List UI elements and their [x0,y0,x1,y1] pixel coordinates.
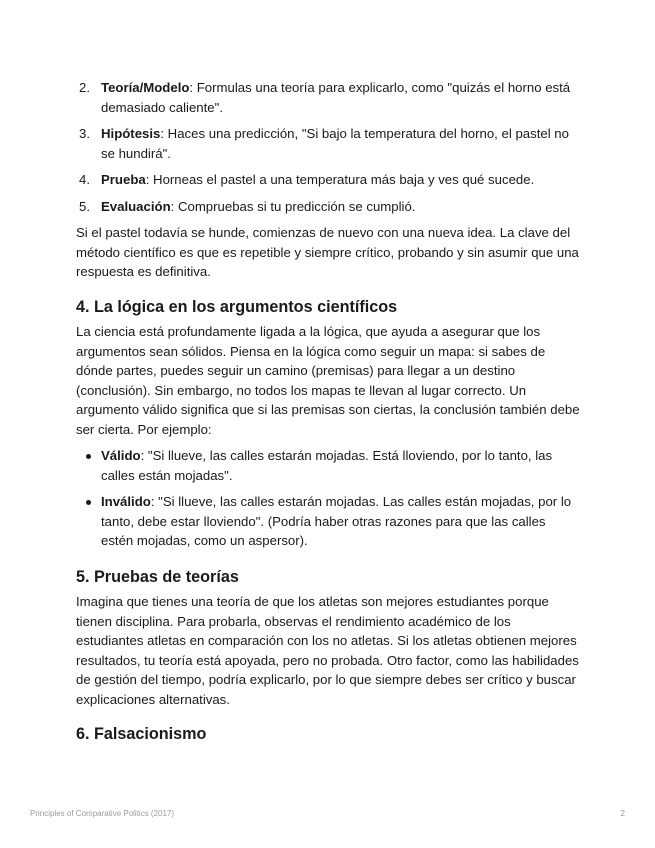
footer-source: Principles of Comparative Politics (2017) [30,809,175,818]
list-term: Evaluación [101,198,171,214]
list-text: : Formulas una teoría para explicarlo, como "quizás el horno está demasiado caliente". [101,80,571,115]
list-item [76,124,581,163]
bullet-icon [86,454,91,459]
list-term: Teoría/Modelo [101,80,190,95]
list-term: Válido [101,448,141,463]
section-5-paragraph: Imagina que tienes una teoría de que los atletas son mejores estudiantes porque tienen disciplina. Para probarla, observas el rendimiento académico de los estudiantes atletas en comparación con los no atletas. Si los atletas obtienen mejores resultados, tu teoría está apoyada, pero no probada. Otro factor, como las habilidades de gestión del tiempo, podría explicarlo, por lo que siempre debes ser crítico y buscar explicaciones alternativas. [76,594,579,707]
section-5-heading: 5. Pruebas de teorías [76,568,239,586]
section-6-heading: 6. Falsacionismo [76,725,207,743]
list-term: Hipótesis [101,126,161,141]
list-text: : Compruebas si tu predicción se cumplió. [170,198,416,214]
list-number: 3. [79,126,90,141]
section-4-paragraph: La ciencia está profundamente ligada a la lógica, que ayuda a asegurar que los argumentos sean sólidos. Piensa en la lógica como seguir un mapa: si sabes de dónde partes, puedes seguir un camino (premisas) para llegar a un destino (conclusión). Sin embargo, no todos los mapas te llevan al lugar correcto. Un argumento válido significa que si las premisas son ciertas, la conclusión también debe ser cierta. Por ejemplo: [76,324,580,437]
list-number: 2. [79,80,90,95]
list-number: 5. [79,198,90,214]
section-4-heading: 4. La lógica en los argumentos científicos [76,298,398,316]
list-item [76,446,581,485]
logic-examples-list [76,446,581,558]
list-text: : Horneas el pastel a una temperatura más baja y ves qué sucede. [145,172,535,187]
list-item [76,170,581,190]
list-term: Inválido [101,494,151,509]
list-item [76,197,581,217]
list-text: : Haces una predicción, "Si bajo la temperatura del horno, el pastel no se hundirá". [101,126,569,161]
list-text: : "Si llueve, las calles estarán mojadas. Las calles están mojadas, por lo tanto, debe estar lloviendo". (Podría haber otras razones para que las calles estén mojadas, como un aspersor). [101,494,572,548]
page-number: 2 [620,809,625,818]
list-number: 4. [79,172,90,187]
list-term: Prueba [101,172,146,187]
scientific-method-steps [76,78,581,223]
method-paragraph: Si el pastel todavía se hunde, comienzas de nuevo con una nueva idea. La clave del método científico es que es repetible y siempre crítico, probando y sin asumir que una respuesta es definitiva. [76,225,579,279]
list-item [76,492,581,551]
list-text: : "Si llueve, las calles estarán mojadas. Está lloviendo, por lo tanto, las calles están mojadas". [101,448,553,483]
bullet-icon [86,500,91,505]
list-item [76,78,581,117]
